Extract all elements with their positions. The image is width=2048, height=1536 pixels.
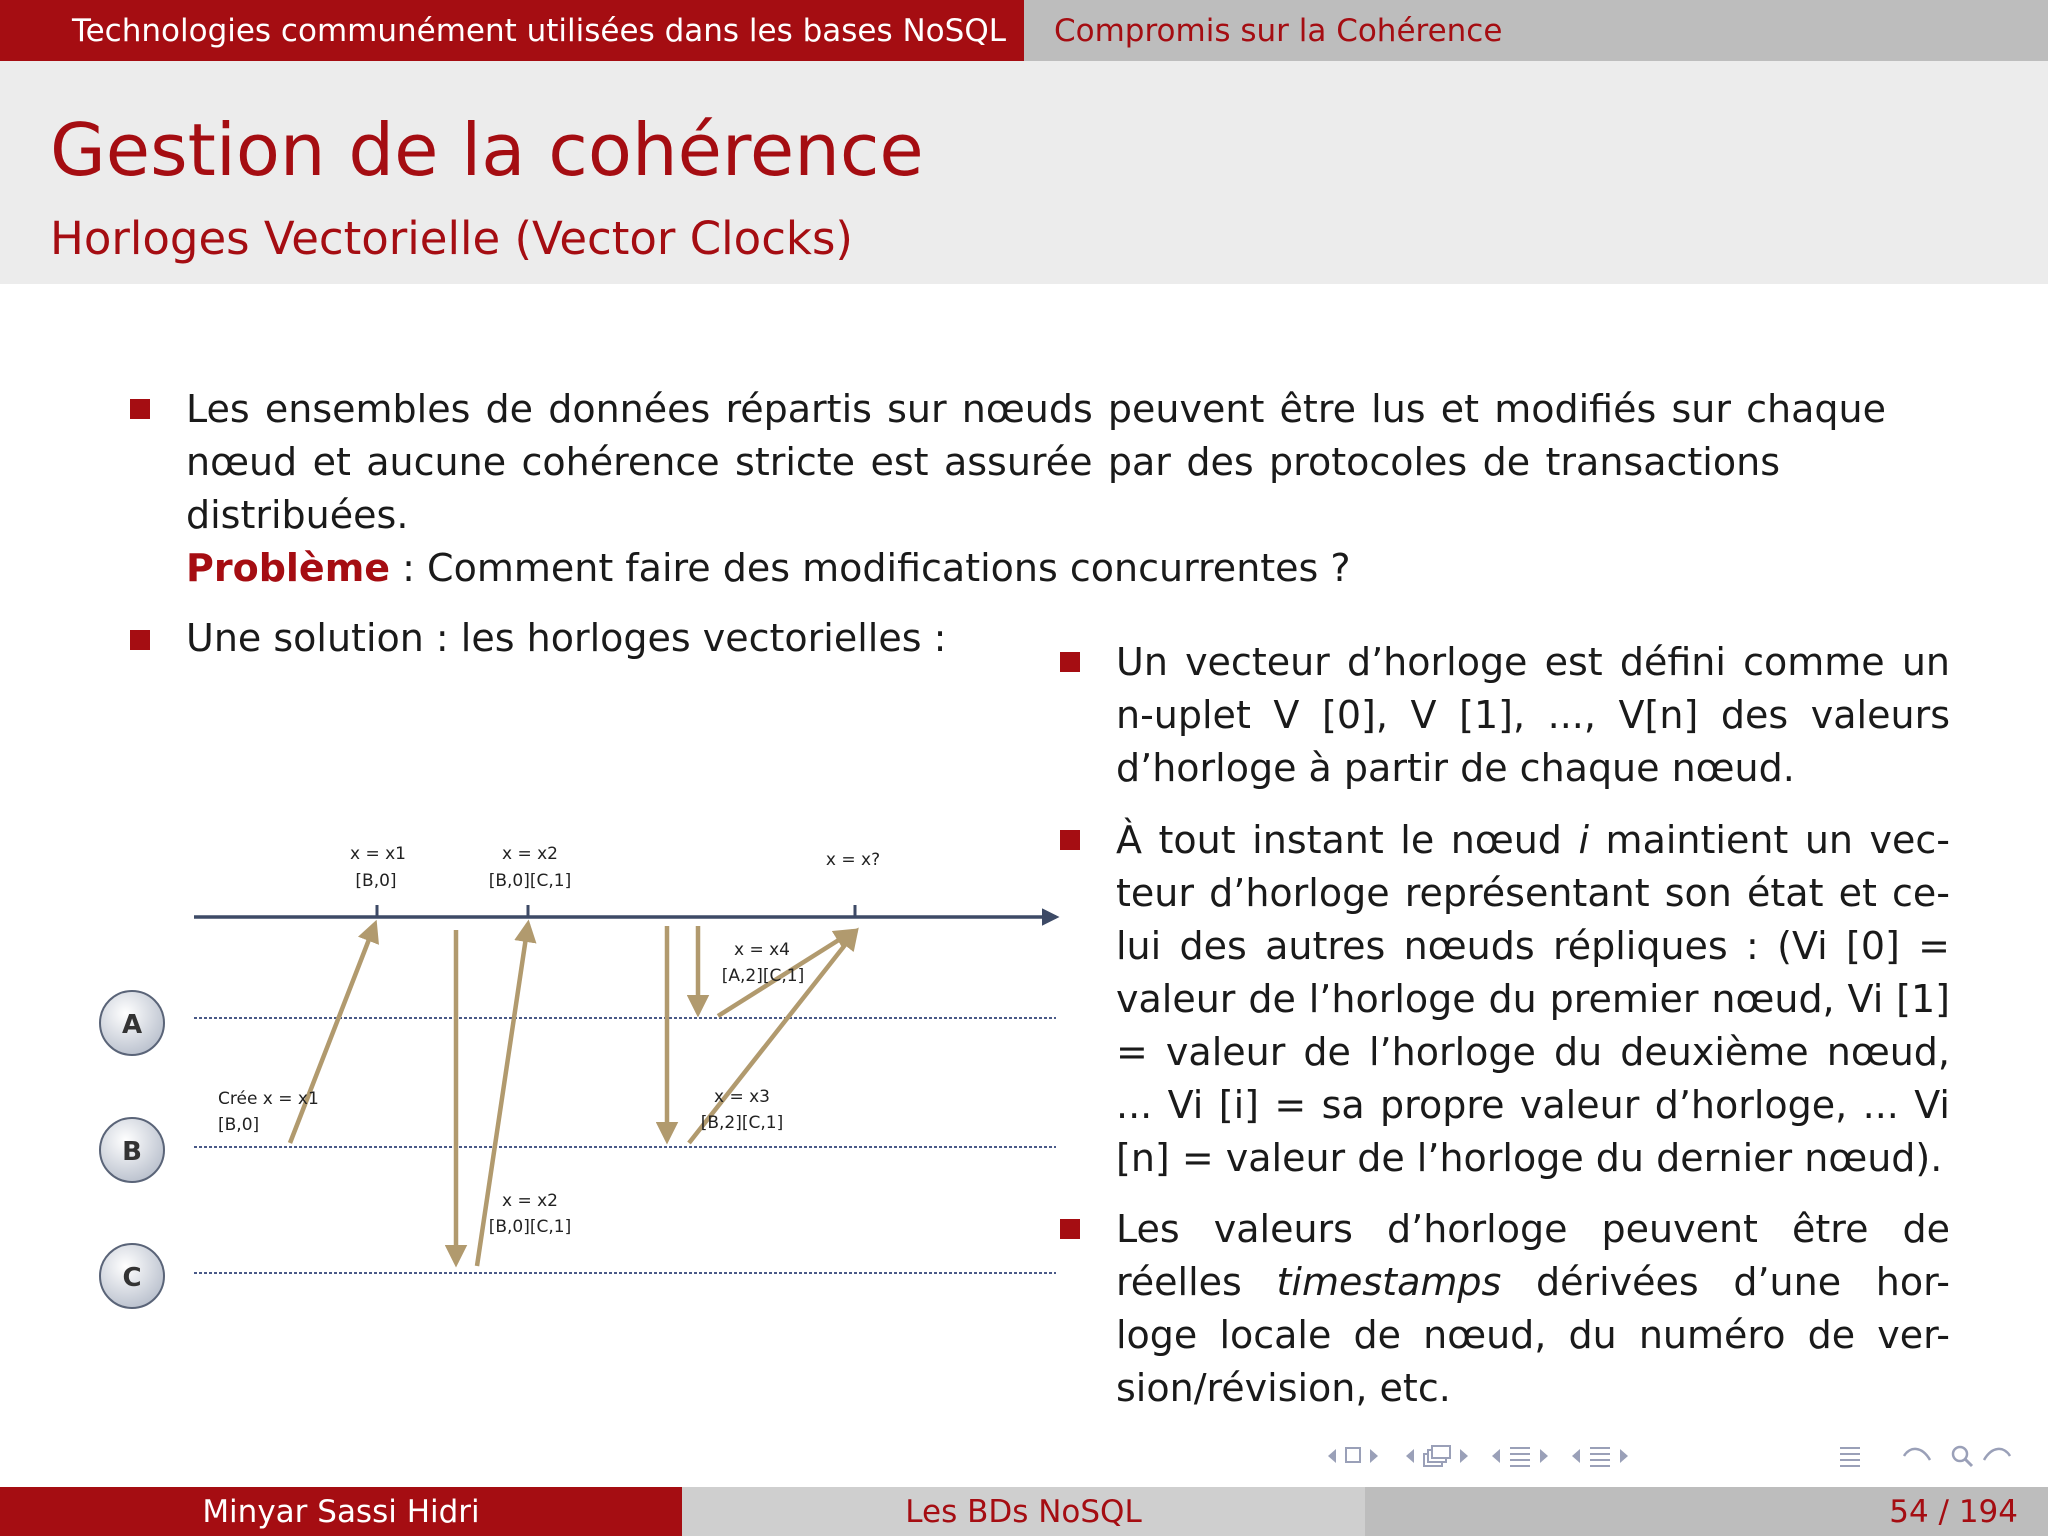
nav-frame-prev-icon[interactable] [1328,1449,1336,1463]
label-x3: x = x3 [714,1087,770,1107]
header-bar [0,0,2048,61]
label-x3-clock: [B,2][C,1] [700,1113,784,1133]
footer-author: Minyar Sassi Hidri [0,1487,682,1536]
arrow-b-to-axis-x1 [290,924,375,1143]
nav-forward-icon[interactable] [1984,1449,2010,1460]
footer-bar [0,1487,2048,1536]
right-bullet-1-line-2: n-uplet V [0], V [1], ..., V[n] des valeurs [1116,693,1950,737]
label-x2-lower: x = x2 [502,1191,558,1211]
r3-text-b: dérivées d’une hor- [1501,1260,1951,1304]
node-c [100,1244,164,1308]
bullet-1-line-2: nœud et aucune cohérence stricte est assurée par des protocoles de transactions [186,440,1780,484]
nav-search-icon[interactable] [1953,1447,1972,1466]
page-subtitle: Horloges Vectorielle (Vector Clocks) [50,212,853,265]
nav-section-icon[interactable] [1510,1448,1530,1466]
footer-page-number: 54 / 194 [1365,1487,2048,1536]
label-x4-clock: [A,2][C,1] [721,966,805,986]
header-subsection[interactable]: Compromis sur la Cohérence [1024,0,2048,61]
nav-doc-prev-icon[interactable] [1572,1449,1580,1463]
node-a [100,991,164,1055]
label-top-xq: x = x? [825,850,881,870]
right-bullet-3-line-1: Les valeurs d’horloge peuvent être de [1116,1207,1950,1251]
label-x2-lower-clock: [B,0][C,1] [488,1217,572,1237]
right-bullet-1-line-1: Un vecteur d’horloge est défini comme un [1116,640,1950,684]
problem-label: Problème [186,546,391,590]
nav-back-icon[interactable] [1904,1449,1930,1460]
bullet-2-text: Une solution : les horloges vectorielles : [186,616,947,660]
nav-doc-icon[interactable] [1590,1448,1610,1466]
node-b [100,1118,164,1182]
bullet-1-line-1: Les ensembles de données répartis sur nœuds peuvent être lus et modifiés sur chaque [186,387,1886,431]
right-bullet-1-line-3: d’horloge à partir de chaque nœud. [1116,746,1795,790]
vector-clock-diagram [90,830,1080,1350]
nav-subsection-prev-icon[interactable] [1406,1449,1414,1463]
nav-section-prev-icon[interactable] [1492,1449,1500,1463]
right-bullet-2-line-4: valeur de l’horloge du premier nœud, Vi [1] [1116,977,1950,1021]
nav-section-next-icon[interactable] [1540,1449,1548,1463]
node-b-label: B [122,1137,142,1167]
arrow-c-to-axis-x2 [477,924,528,1266]
r2-text-b: maintient un vec- [1589,818,1951,862]
label-top-x1-clock: [B,0] [355,871,397,891]
right-bullet-3-line-2 [1116,1256,1950,1309]
r3-text-a: réelles [1116,1260,1277,1304]
right-bullet-3-line-3: loge locale de nœud, du numéro de ver- [1116,1313,1950,1357]
label-top-x1: x = x1 [350,844,406,864]
nav-appendix-icon[interactable] [1840,1448,1860,1466]
right-bullet-2-line-3: lui des autres nœuds répliques : (Vi [0] = [1116,924,1950,968]
node-c-label: C [122,1263,142,1293]
right-bullet-2-line-1 [1116,814,1950,867]
r3-text-i: timestamps [1276,1260,1502,1304]
label-cree-x1: Crée x = x1 [218,1089,319,1109]
label-top-x2-clock: [B,0][C,1] [488,871,572,891]
bullet-marker [130,630,150,650]
right-bullet-2-line-5: = valeur de l’horloge du deuxième nœud, [1116,1030,1950,1074]
right-bullet-3-line-4: sion/révision, etc. [1116,1366,1451,1410]
bullet-1-line-3: distribuées. [186,493,409,537]
page-title: Gestion de la cohérence [50,108,924,192]
bullet-marker [130,399,150,419]
navigation-symbols [1320,1436,2030,1476]
label-cree-x1-clock: [B,0] [218,1115,260,1135]
label-top-x2: x = x2 [502,844,558,864]
nav-subsection-icon[interactable] [1424,1446,1450,1466]
nav-frame-icon[interactable] [1346,1448,1360,1462]
right-bullet-2-line-7: [n] = valeur de l’horloge du dernier nœud). [1116,1136,1943,1180]
right-bullet-2-line-2: teur d’horloge représentant son état et ce- [1116,871,1950,915]
arrow-b-to-axis-x3 [689,931,856,1143]
nav-frame-next-icon[interactable] [1370,1449,1378,1463]
right-bullet-2-line-6: ... Vi [i] = sa propre valeur d’horloge, ... Vi [1116,1083,1950,1127]
nav-subsection-next-icon[interactable] [1460,1449,1468,1463]
problem-line [186,542,1786,595]
footer-title: Les BDs NoSQL [682,1487,1365,1536]
problem-text: : Comment faire des modifications concurrentes ? [390,546,1351,590]
node-a-label: A [121,1010,143,1040]
r2-text-i: i [1578,818,1590,862]
bullet-marker [1060,652,1080,672]
header-section[interactable]: Technologies communément utilisées dans les bases NoSQL [0,0,1024,61]
nav-doc-next-icon[interactable] [1620,1449,1628,1463]
label-x4: x = x4 [734,940,790,960]
r2-text-a: À tout instant le nœud [1116,818,1579,862]
